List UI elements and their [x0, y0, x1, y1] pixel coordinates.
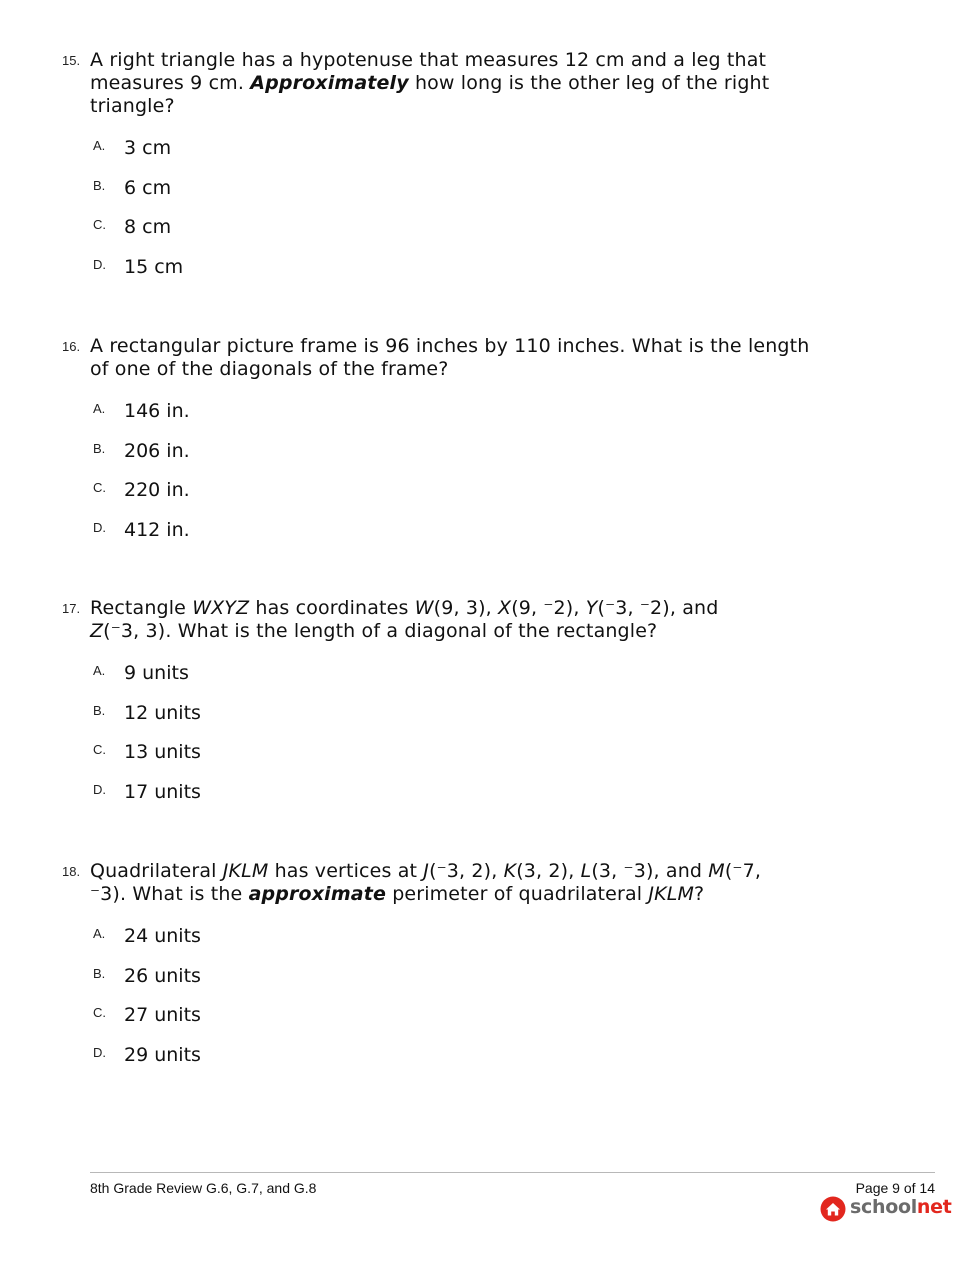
choice-letter: C.	[93, 1005, 106, 1021]
choice-text: 27 units	[124, 1004, 201, 1027]
footer-title: 8th Grade Review G.6, G.7, and G.8	[90, 1180, 317, 1196]
logo-wordmark: schoolnet	[850, 1196, 952, 1218]
choice-b[interactable]	[93, 965, 822, 1005]
choice-letter: B.	[93, 177, 106, 193]
choice-text: 206 in.	[124, 439, 190, 462]
choice-text: 29 units	[124, 1044, 201, 1067]
choice-b[interactable]	[93, 702, 822, 742]
question-text: A rectangular picture frame is 96 inches by 110 inches. What is the length of one of the diagonals of the frame?	[90, 335, 810, 380]
choice-b[interactable]	[93, 440, 822, 480]
emphasis-text: Approximately	[250, 72, 409, 94]
choice-text: 12 units	[124, 701, 201, 724]
answer-choices	[93, 137, 822, 296]
choice-a[interactable]	[93, 662, 822, 702]
choice-letter: D.	[93, 257, 106, 273]
answer-choices	[93, 925, 822, 1084]
choice-c[interactable]	[93, 741, 822, 781]
choice-letter: C.	[93, 480, 106, 496]
answer-choices	[93, 400, 822, 559]
choice-text: 3 cm	[124, 137, 172, 159]
choice-d[interactable]	[93, 519, 822, 559]
choice-text: 26 units	[124, 964, 201, 987]
choice-text: 15 cm	[124, 256, 184, 279]
choice-text: 412 in.	[124, 519, 190, 542]
choice-a[interactable]	[93, 137, 822, 177]
emphasis-text: approximate	[248, 883, 387, 905]
choice-text: 13 units	[124, 741, 201, 764]
page-number: Page 9 of 14	[855, 1180, 935, 1196]
choice-letter: A.	[93, 138, 106, 153]
footer-divider	[90, 1172, 935, 1173]
choice-text: 9 units	[124, 662, 189, 684]
choice-c[interactable]	[93, 216, 822, 256]
schoolnet-logo	[820, 1196, 952, 1222]
house-icon	[820, 1196, 846, 1222]
question-16	[62, 335, 822, 559]
choice-letter: A.	[93, 663, 106, 678]
choice-letter: B.	[93, 965, 106, 981]
question-17	[62, 597, 822, 821]
question-18	[62, 860, 822, 1084]
choice-text: 6 cm	[124, 176, 172, 199]
question-text: Quadrilateral JKLM has vertices at J(⁻3, 2), K(3, 2), L(3, ⁻3), and M(⁻7, ⁻3). What is the approximate perimeter of quadrilateral JKLM?	[90, 860, 762, 905]
question-number: 17.	[62, 601, 81, 616]
question-text: A right triangle has a hypotenuse that measures 12 cm and a leg that measures 9 cm. Approximately how long is the other leg of the right triangle?	[90, 49, 770, 117]
choice-letter: C.	[93, 217, 106, 233]
choice-text: 24 units	[124, 925, 201, 947]
choice-text: 146 in.	[124, 400, 190, 422]
choice-letter: D.	[93, 520, 106, 536]
choice-a[interactable]	[93, 400, 822, 440]
choice-d[interactable]	[93, 1044, 822, 1084]
question-text: Rectangle WXYZ has coordinates W(9, 3), X(9, ⁻2), Y(⁻3, ⁻2), and Z(⁻3, 3). What is the length of a diagonal of the rectangle?	[90, 597, 719, 642]
choice-c[interactable]	[93, 479, 822, 519]
choice-letter: C.	[93, 742, 106, 758]
choice-c[interactable]	[93, 1004, 822, 1044]
choice-text: 8 cm	[124, 216, 172, 239]
choice-text: 220 in.	[124, 479, 190, 502]
choice-letter: A.	[93, 401, 106, 416]
choice-letter: A.	[93, 926, 106, 941]
choice-d[interactable]	[93, 781, 822, 821]
question-15	[62, 49, 822, 296]
choice-text: 17 units	[124, 781, 201, 804]
question-number: 16.	[62, 339, 81, 354]
choice-letter: B.	[93, 440, 106, 456]
choice-b[interactable]	[93, 177, 822, 217]
choice-d[interactable]	[93, 256, 822, 296]
question-number: 18.	[62, 864, 81, 879]
choice-letter: B.	[93, 702, 106, 718]
question-number: 15.	[62, 53, 81, 68]
choice-letter: D.	[93, 1045, 106, 1061]
choice-letter: D.	[93, 782, 106, 798]
choice-a[interactable]	[93, 925, 822, 965]
answer-choices	[93, 662, 822, 821]
